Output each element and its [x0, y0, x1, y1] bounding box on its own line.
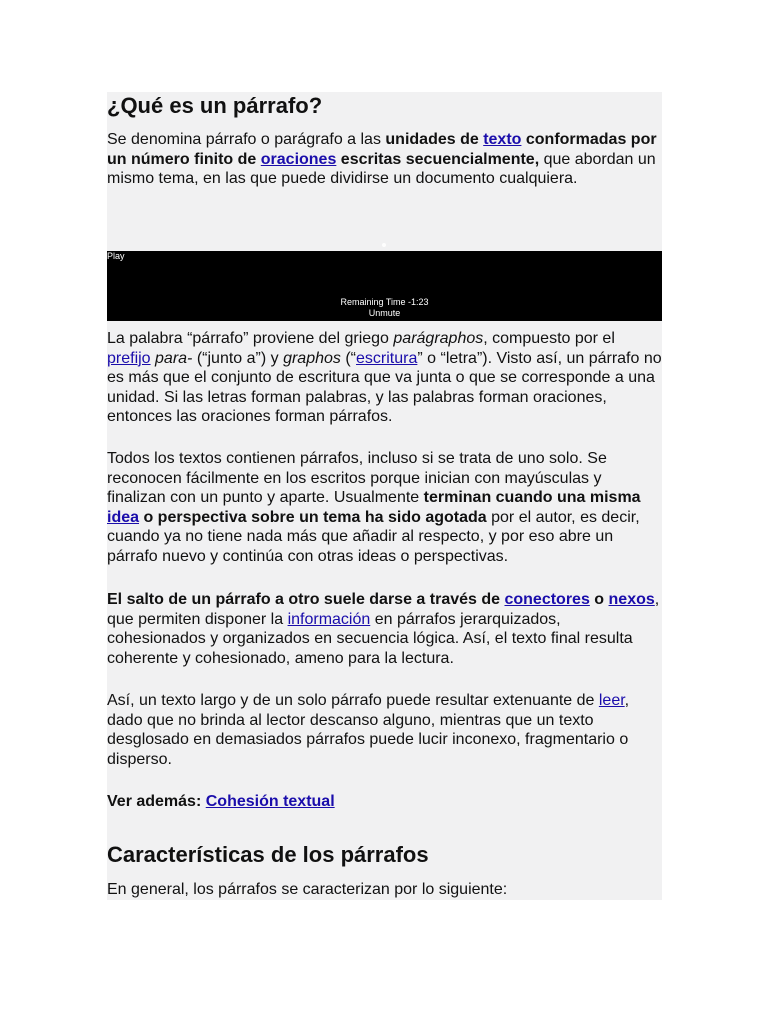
italic-text: para-: [155, 349, 193, 367]
play-button[interactable]: Play: [107, 251, 125, 261]
paragraph-salto: [107, 590, 662, 668]
italic-text: graphos: [283, 349, 341, 367]
article-content: [107, 92, 662, 900]
see-also-label: Ver además:: [107, 793, 206, 810]
link-informacion[interactable]: información: [287, 610, 371, 628]
link-cohesion-textual[interactable]: Cohesión textual: [205, 793, 335, 810]
section-heading-caracteristicas: Características de los párrafos: [107, 842, 429, 867]
text: por el autor, es decir, cuando ya no tiene nada más que añadir al respecto, y por eso abre un párrafo nuevo y continúa con otras ideas o perspectivas.: [107, 508, 640, 565]
see-also: [107, 792, 662, 812]
bold-text: conformadas por un número finito de: [107, 131, 657, 168]
link-texto[interactable]: texto: [483, 131, 522, 148]
bold-text: El salto de un párrafo a otro suele darse a través de: [107, 591, 505, 608]
bold-text: escritas secuencialmente,: [336, 150, 540, 168]
text: La palabra “párrafo” proviene del griego: [107, 330, 394, 347]
unmute-button[interactable]: Unmute: [368, 308, 401, 318]
link-escritura[interactable]: escritura: [356, 349, 418, 367]
paragraph-texto-largo: [107, 691, 662, 769]
bold-text: o: [589, 591, 609, 608]
link-conectores[interactable]: conectores: [504, 591, 590, 608]
text: (“: [340, 349, 357, 367]
bold-text: o perspectiva sobre un tema ha sido agotada: [139, 508, 487, 526]
paragraph-caracteristicas-intro: En general, los párrafos se caracterizan por lo siguiente:: [107, 881, 508, 898]
section-heading-que-es: ¿Qué es un párrafo?: [107, 93, 323, 118]
video-player[interactable]: [107, 251, 662, 321]
italic-text: parágraphos: [393, 330, 484, 347]
bold-text: unidades de: [385, 131, 484, 148]
text: Todos los textos contienen párrafos, incluso si se trata de uno solo. Se reconocen fácilmente en los escritos porque inician con mayúsculas y finalizan con un punto y aparte. Usualmente: [107, 450, 607, 507]
paragraph-definition: [107, 130, 662, 189]
link-prefijo[interactable]: prefijo: [107, 349, 151, 367]
text: ” o “letra”). Visto así, un párrafo no es más que el conjunto de escritura que va junta o que se corresponde a una unidad. Si las letras forman palabras, y las palabras forman oraciones, entonces las oraciones forman párrafos.: [107, 349, 662, 426]
link-nexos[interactable]: nexos: [608, 591, 655, 608]
text: , dado que no brinda al lector descanso alguno, mientras que un texto desglosado en demasiados párrafos puede lucir inconexo, fragmentario o disperso.: [107, 692, 630, 768]
text: , compuesto por el: [483, 330, 615, 347]
text: Así, un texto largo y de un solo párrafo puede resultar extenuante de: [107, 692, 599, 709]
bold-text: terminan cuando una misma: [423, 489, 641, 507]
text: que abordan un mismo tema, en las que puede dividirse un documento cualquiera.: [107, 150, 656, 188]
text: , que permiten disponer la: [107, 591, 660, 628]
text: en párrafos jerarquizados, cohesionados y organizados en secuencia lógica. Así, el texto final resulta coherente y cohesionado, ameno para la lectura.: [107, 610, 633, 667]
remaining-time: Remaining Time -1:23: [340, 297, 429, 307]
link-oraciones[interactable]: oraciones: [260, 150, 337, 168]
link-idea[interactable]: idea: [107, 508, 140, 526]
paragraph-todos-los-textos: [107, 449, 662, 567]
paragraph-etymology: [107, 329, 662, 427]
text: (“junto a”) y: [192, 349, 284, 367]
text: Se denomina párrafo o parágrafo a las: [107, 131, 386, 148]
loading-dot: [382, 243, 386, 247]
link-leer[interactable]: leer: [598, 692, 625, 709]
